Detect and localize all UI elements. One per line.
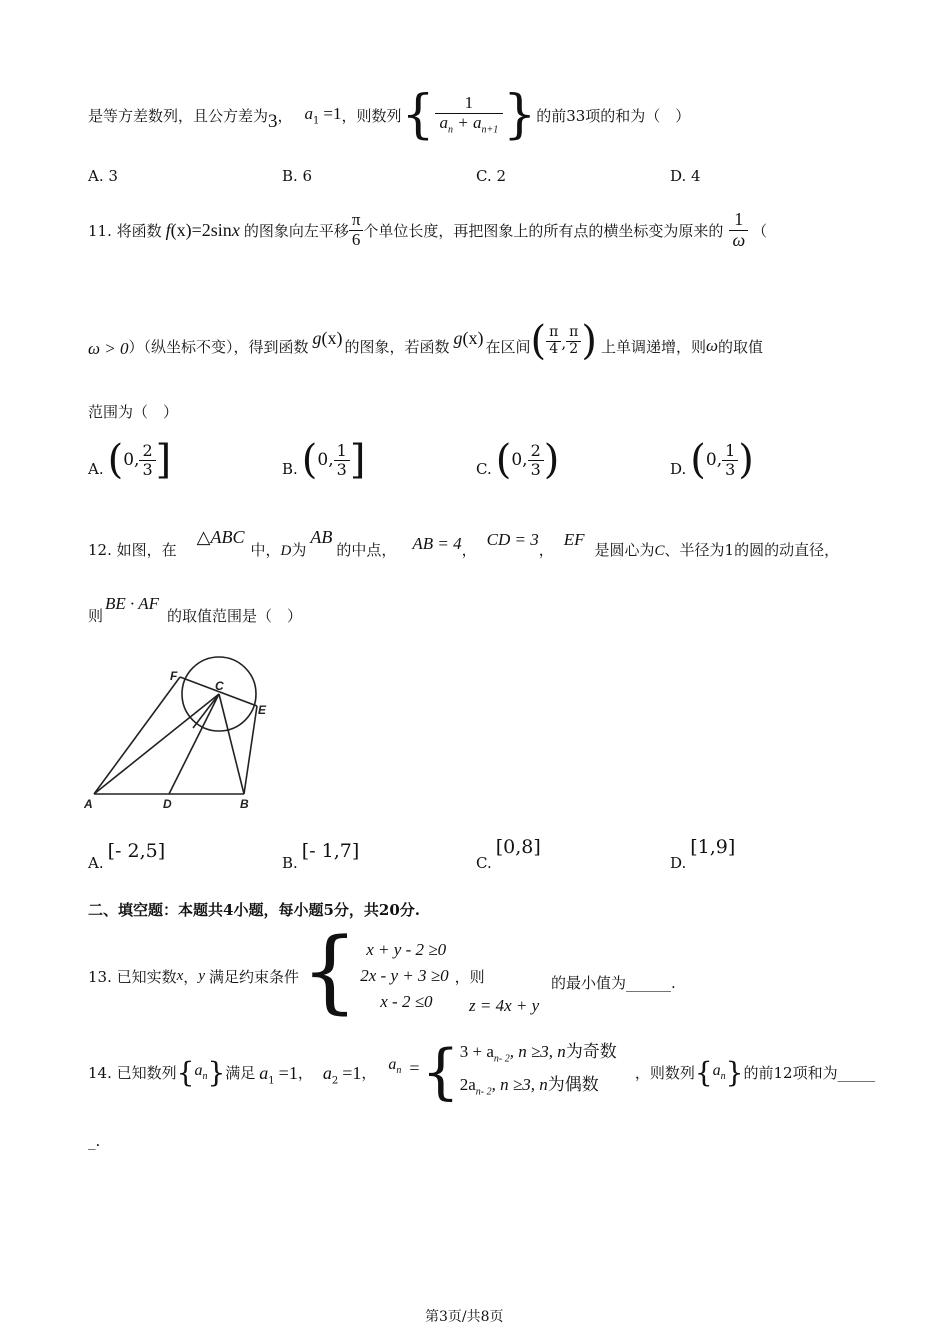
q11-options [88, 432, 888, 488]
q11-interval-comma: , [561, 334, 567, 352]
q10-brace-right: } [503, 85, 537, 145]
q11-option-b[interactable]: B. ( 0, $\frac{1}{3}$ ] [282, 437, 366, 483]
q11-label: 11. 将函数 [88, 221, 162, 240]
q12-text2: 为 [291, 541, 307, 559]
q11-option-d[interactable]: D. ( 0, $\frac{1}{3}$ ) [670, 437, 754, 483]
q13-c2: 2x - y + 3 ≥0 [360, 966, 449, 985]
q12-text3: 的中点， [336, 541, 397, 559]
label-c: C [215, 679, 224, 693]
q13-x: x [176, 967, 184, 984]
q11-function: f(x)=2sinx [165, 219, 240, 240]
q11-interval-b: $\frac{\pi}{2}$ [566, 325, 581, 357]
q14-case1: $3 + a_{n- 2}$, n ≥3, n为奇数 [459, 1041, 617, 1064]
q14-eq: = [409, 1057, 420, 1078]
q11-paren-open: （ [752, 221, 768, 240]
q12-option-b[interactable]: B. [- 1,7] [282, 840, 360, 872]
q12-text5: 、半径为1的圆的动直径， [664, 541, 840, 559]
q12-EF: EF [563, 530, 585, 549]
q13-comma: ， [183, 967, 199, 986]
q13-brace: { [301, 919, 359, 1024]
q12-figure [80, 648, 280, 814]
q14-text1: 满足 [225, 1063, 256, 1082]
q10-line [88, 84, 690, 146]
q13-text3: 的最小值为______. [551, 974, 676, 992]
q10-text1: 是等方差数列，且公方差为 [88, 106, 269, 125]
q11-g2: g(x) [453, 327, 484, 348]
q12-line2 [88, 596, 302, 626]
q10-text2: ，则数列 [341, 106, 402, 125]
q14-text3: 的前12项和为_____ [743, 1063, 876, 1082]
label-b: B [240, 797, 249, 811]
q12-C: C [654, 543, 665, 559]
q12-triangle: △ABC [196, 527, 245, 547]
label-d: D [163, 797, 172, 811]
q10-common-difference: 3 [268, 111, 278, 132]
q11-omega-cond: ω > 0 [88, 339, 129, 358]
q11-text2: 个单位长度，再把图象上的所有点的横坐标变为原来的 [363, 221, 724, 240]
page-footer: 第3页/共8页 [425, 1309, 504, 1325]
segment-bc [219, 694, 244, 794]
q14-sep: ， [297, 1063, 313, 1082]
segment-dc [169, 694, 219, 794]
q14-label: 14. 已知数列 [88, 1063, 177, 1082]
q12-AB: AB [310, 527, 333, 547]
q14-seq: $a_n$ [194, 1061, 208, 1083]
q12-sep: ， [461, 541, 477, 559]
q11-option-a[interactable]: A. ( 0, $\frac{2}{3}$ ] [88, 437, 172, 483]
q10-option-b[interactable]: B. 6 [282, 167, 313, 185]
q10-brace-left: { [401, 85, 435, 145]
q14-cases [460, 1039, 617, 1106]
q11-line3: 范围为（ ） [88, 403, 179, 421]
q10-a1-expr: $a_1 =1$ [304, 103, 342, 127]
q13-c3: x - 2 ≤0 [380, 992, 433, 1011]
q10-fraction: $\frac{1}{a_n + a_{n+1}}$ [435, 94, 504, 135]
q11-shift-fraction: $\frac{\pi}{6}$ [349, 211, 364, 249]
q12-cd-eq: CD = 3 [486, 530, 539, 549]
q12-sep2: ， [538, 541, 554, 559]
q11-text6: 上单调递增，则 [600, 337, 706, 356]
q13-y: y [198, 967, 205, 984]
q12-ab-eq: AB = 4 [412, 534, 462, 553]
q11-interval-right: ) [581, 318, 597, 364]
q13-line [88, 919, 485, 1024]
q14-line: 14. 已知数列 { $a_n$ } 满足 $a_1 =1$ ， $a_2 =1$ ， $a_n$ = { $3 + a_{n- 2}$, n ≥3, n为奇数 $2a_{n- 2}$, n ≥3, n为偶数 ，则数列 { $a_n$ } 的前12项和为_____ [88, 1037, 876, 1107]
q12-text1: 中， [250, 541, 281, 559]
q12-option-c[interactable]: C. [0,8] [476, 836, 541, 872]
label-f: F [170, 669, 178, 683]
q11-option-c[interactable]: C. ( 0, $\frac{2}{3}$ ) [476, 437, 560, 483]
q14-sep2: ， [361, 1063, 377, 1082]
q10-option-c[interactable]: C. 2 [476, 167, 507, 185]
q12-D: D [280, 543, 292, 559]
q13-text2: ，则 [454, 967, 485, 986]
q10-option-d[interactable]: D. 4 [670, 167, 701, 185]
q11-text1: 的图象向左平移 [243, 221, 349, 240]
q11-g1: g(x) [312, 327, 343, 348]
q12-option-a[interactable]: A. [- 2,5] [88, 840, 166, 872]
q14-text4: _. [88, 1132, 101, 1150]
q13-constraints [360, 937, 448, 1015]
q14-case2: $2a_{n- 2}$, n ≥3, n为偶数 [459, 1075, 599, 1098]
label-e: E [258, 703, 267, 717]
q12-text6: 则 [88, 607, 104, 625]
q11-line1 [88, 200, 767, 260]
q13-label: 13. 已知实数 [88, 967, 177, 986]
q11-text5: 在区间 [485, 337, 531, 356]
q14-an: $a_n$ [388, 1055, 402, 1077]
q11-text7: 的取值 [717, 337, 763, 356]
q14-a1: $a_1 =1$ [259, 1063, 298, 1087]
q13-objective: z = 4x + y [469, 996, 540, 1015]
q12-label: 12. 如图，在 [88, 541, 177, 559]
q11-omega: ω [705, 336, 718, 355]
q12-text4: 是圆心为 [594, 541, 655, 559]
q11-scale-fraction: $\frac{1}{\omega}$ [729, 210, 748, 251]
q11-text4: 的图象，若函数 [344, 337, 450, 356]
q14-seq2: $a_n$ [712, 1061, 726, 1083]
q12-line1 [88, 516, 839, 560]
q12-text7: 的取值范围是（ ） [167, 607, 303, 625]
q12-option-d[interactable]: D. [1,9] [670, 836, 736, 872]
q14-text2: ，则数列 [634, 1063, 695, 1082]
q13-text1: 满足约束条件 [208, 967, 299, 986]
q10-option-a[interactable]: A. 3 [88, 167, 118, 185]
q14-a2: $a_2 =1$ [322, 1063, 362, 1087]
label-a: A [84, 797, 93, 811]
section-title: 二、填空题：本题共4小题，每小题5分，共20分. [88, 901, 420, 919]
q11-line2 [88, 316, 763, 376]
q14-brace: { [421, 1037, 460, 1107]
q12-dot-product: BE · AF [105, 594, 159, 613]
q11-interval-a: $\frac{\pi}{4}$ [546, 325, 561, 357]
q13-c1: x + y - 2 ≥0 [366, 940, 447, 959]
q11-interval-left: ( [530, 318, 547, 364]
q10-sep1: ， [277, 106, 293, 125]
q11-text3: ）（纵坐标不变），得到函数 [128, 337, 309, 356]
q10-text3: 的前33项的和为（ ） [536, 106, 691, 125]
